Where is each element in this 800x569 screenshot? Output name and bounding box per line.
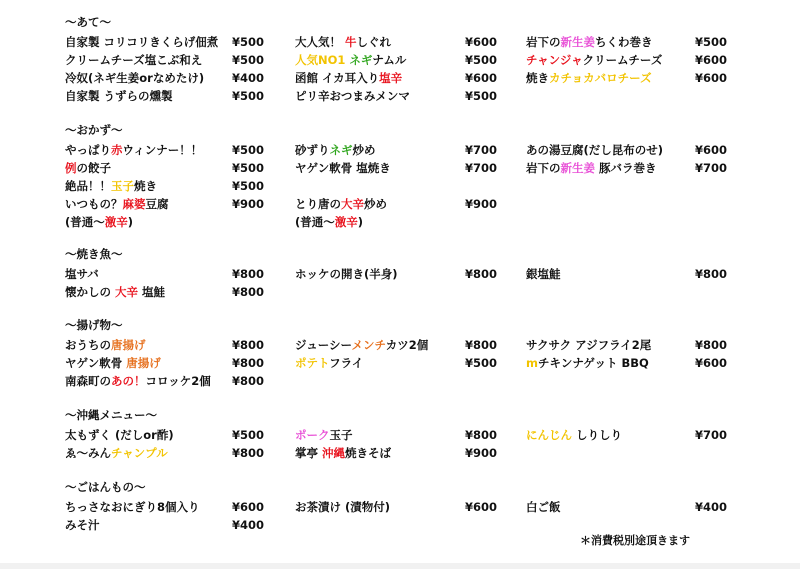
menu-item-name bbox=[65, 179, 157, 193]
menu-item-price: ¥800 bbox=[695, 338, 728, 352]
menu-item-text: 大辛 bbox=[341, 197, 364, 211]
menu-item-price: ¥600 bbox=[465, 35, 498, 49]
menu-item-price: ¥500 bbox=[232, 89, 265, 103]
menu-item-price: ¥500 bbox=[232, 428, 265, 442]
menu-item-price: ¥600 bbox=[232, 500, 265, 514]
menu-item-text: しぐれ bbox=[356, 35, 392, 49]
menu-item-price: ¥800 bbox=[232, 446, 265, 460]
menu-item-text: サクサク アジフライ2尾 bbox=[526, 338, 652, 352]
menu-item-name bbox=[65, 215, 133, 229]
menu-item-text: 白ご飯 bbox=[526, 500, 561, 514]
menu-item-text: 炒め bbox=[352, 143, 376, 157]
menu-item-price: ¥700 bbox=[465, 161, 498, 175]
menu-item-name bbox=[65, 35, 218, 49]
menu-item-price: ¥600 bbox=[465, 71, 498, 85]
menu-item-price: ¥800 bbox=[465, 428, 498, 442]
menu-item-name bbox=[526, 53, 662, 67]
menu-item-name bbox=[65, 197, 169, 211]
menu-item-name bbox=[65, 356, 161, 370]
section-heading: ～焼き魚～ bbox=[65, 247, 123, 261]
menu-item-text: 岩下の bbox=[526, 161, 561, 175]
menu-item-price: ¥500 bbox=[232, 179, 265, 193]
menu-item-price: ¥600 bbox=[695, 71, 728, 85]
menu-item-text: 砂ずり bbox=[295, 143, 330, 157]
menu-item-name bbox=[295, 356, 363, 370]
menu-item-text: ヤゲン軟骨 塩焼き bbox=[295, 161, 391, 175]
menu-item-text: あの！ bbox=[111, 374, 146, 388]
menu-item-name bbox=[526, 161, 657, 175]
menu-item-name bbox=[526, 356, 649, 370]
menu-item-text: コロッケ2個 bbox=[145, 374, 211, 388]
menu-item-text: 大辛 bbox=[115, 285, 139, 299]
menu-item-text: 焼き bbox=[526, 71, 549, 85]
menu-item-text: フライ bbox=[329, 356, 364, 370]
menu-item-text: 太もずく (だしor酢) bbox=[65, 428, 174, 442]
menu-item-text: ネギ bbox=[329, 143, 353, 157]
menu-item-text: 新生姜 bbox=[560, 161, 595, 175]
menu-item-text: ちっさなおにぎり8個入り bbox=[65, 500, 200, 514]
menu-item-text: おうちの bbox=[65, 338, 111, 352]
menu-item-text: ) bbox=[357, 215, 364, 229]
menu-item-name bbox=[65, 338, 146, 352]
menu-item-name bbox=[295, 53, 406, 67]
menu-item-name bbox=[65, 446, 168, 460]
menu-item-text: あの湯豆腐(だし昆布のせ) bbox=[526, 143, 664, 157]
menu-item-price: ¥500 bbox=[465, 53, 498, 67]
menu-item-name bbox=[295, 446, 391, 460]
menu-item-text: 赤 bbox=[111, 143, 123, 157]
menu-item-text: カツ2個 bbox=[385, 338, 429, 352]
menu-item-price: ¥500 bbox=[232, 53, 265, 67]
menu-item-price: ¥400 bbox=[232, 518, 265, 532]
menu-item-price: ¥500 bbox=[232, 143, 265, 157]
menu-item-text: 冷奴(ネギ生姜orなめたけ) bbox=[65, 71, 205, 85]
menu-item-name bbox=[295, 161, 391, 175]
menu-item-text: 函館 イカ耳入り bbox=[295, 71, 380, 85]
menu-item-price: ¥500 bbox=[465, 89, 498, 103]
menu-item-price: ¥900 bbox=[232, 197, 265, 211]
menu-item-name bbox=[526, 71, 652, 85]
menu-item-price: ¥900 bbox=[465, 197, 498, 211]
menu-item-text: 自家製 コリコリきくらげ佃煮 bbox=[65, 35, 219, 49]
menu-item-text: 麻婆 bbox=[122, 197, 146, 211]
menu-item-text: ポーク bbox=[295, 428, 330, 442]
menu-item-price: ¥700 bbox=[465, 143, 498, 157]
menu-item-name bbox=[65, 161, 111, 175]
menu-item-price: ¥500 bbox=[695, 35, 728, 49]
menu-item-text: ジューシー bbox=[295, 338, 352, 352]
menu-item-text: 豚バラ巻き bbox=[595, 161, 657, 175]
menu-item-text: とり唐の bbox=[295, 197, 341, 211]
menu-item-text: にんじん bbox=[526, 428, 572, 442]
menu-item-text: 懐かしの bbox=[65, 285, 116, 299]
menu-item-text: ネギ bbox=[349, 53, 373, 67]
menu-item-price: ¥800 bbox=[232, 267, 265, 281]
menu-item-text: ピリ辛おつまみメンマ bbox=[295, 89, 410, 103]
menu-item-price: ¥800 bbox=[465, 267, 498, 281]
section-heading: ～あて～ bbox=[65, 15, 111, 29]
menu-item-text: 南森町の bbox=[65, 374, 111, 388]
menu-item-price: ¥800 bbox=[232, 338, 265, 352]
menu-item-price: ¥800 bbox=[465, 338, 498, 352]
menu-item-price: ¥500 bbox=[232, 35, 265, 49]
menu-item-text: 掌亭 bbox=[295, 446, 323, 460]
menu-item-name bbox=[295, 89, 410, 103]
menu-item-price: ¥800 bbox=[232, 285, 265, 299]
menu-item-price: ¥500 bbox=[232, 161, 265, 175]
menu-item-name bbox=[65, 267, 99, 281]
menu-item-name bbox=[65, 89, 173, 103]
menu-item-text: 例 bbox=[65, 161, 77, 175]
menu-item-text: ヤゲン軟骨 bbox=[65, 356, 127, 370]
menu-item-name bbox=[65, 518, 100, 532]
menu-item-text: しりしり bbox=[572, 428, 623, 442]
menu-item-price: ¥600 bbox=[695, 356, 728, 370]
menu-item-text: ホッケの開き(半身) bbox=[295, 267, 398, 281]
menu-item-text: 豆腐 bbox=[145, 197, 169, 211]
menu-item-price: ¥600 bbox=[465, 500, 498, 514]
menu-item-name bbox=[295, 338, 428, 352]
menu-item-name bbox=[295, 215, 363, 229]
menu-item-text: メンチ bbox=[351, 338, 386, 352]
menu-item-text: 人気NO1 bbox=[295, 53, 350, 67]
menu-item-price: ¥700 bbox=[695, 428, 728, 442]
menu-item-price: ¥900 bbox=[465, 446, 498, 460]
menu-item-name bbox=[65, 53, 202, 67]
menu-item-text: ゑ～みん bbox=[65, 446, 111, 460]
menu-item-price: ¥800 bbox=[232, 356, 265, 370]
section-heading: ～おかず～ bbox=[65, 123, 123, 137]
menu-item-text: 唐揚げ bbox=[126, 356, 161, 370]
menu-item-text: 沖縄 bbox=[322, 446, 346, 460]
menu-item-name bbox=[65, 428, 174, 442]
section-heading: ～ごはんもの～ bbox=[65, 480, 146, 494]
menu-item-text: ポテト bbox=[295, 356, 330, 370]
menu-item-name bbox=[526, 35, 653, 49]
menu-item-text: 激辛 bbox=[104, 215, 128, 229]
menu-item-text: 銀塩鮭 bbox=[526, 267, 561, 281]
menu-item-name bbox=[65, 285, 165, 299]
menu-item-price: ¥800 bbox=[232, 374, 265, 388]
menu-item-name bbox=[295, 267, 398, 281]
menu-item-text: ナムル bbox=[372, 53, 407, 67]
menu-item-name bbox=[295, 71, 402, 85]
menu-item-text: 岩下の bbox=[526, 35, 561, 49]
menu-item-text: 玉子 bbox=[111, 179, 134, 193]
menu-item-text: クリームチーズ bbox=[582, 53, 663, 67]
menu-item-name bbox=[526, 500, 561, 514]
menu-item-text: カチョカバロチーズ bbox=[549, 71, 652, 85]
menu-item-text: チャンプル bbox=[111, 446, 168, 460]
menu-item-text: 焼きそば bbox=[345, 446, 392, 460]
menu-item-text: 塩辛 bbox=[379, 71, 403, 85]
menu-item-name bbox=[65, 374, 211, 388]
menu-item-name bbox=[526, 143, 663, 157]
menu-item-text: チャンジャ bbox=[526, 53, 583, 67]
menu-item-text: 大人気！ bbox=[295, 35, 346, 49]
menu-item-text: ウィンナー！！ bbox=[122, 143, 203, 157]
section-heading: ～揚げ物～ bbox=[65, 318, 123, 332]
menu-item-price: ¥600 bbox=[695, 53, 728, 67]
menu-item-text: (普通～ bbox=[65, 215, 105, 229]
menu-item-text: 焼き bbox=[134, 179, 157, 193]
section-heading: ～沖縄メニュー～ bbox=[65, 408, 157, 422]
menu-item-price: ¥500 bbox=[465, 356, 498, 370]
menu-item-text: クリームチーズ塩こぶ和え bbox=[65, 53, 203, 67]
menu-item-text: (普通～ bbox=[295, 215, 335, 229]
menu-item-name bbox=[65, 143, 202, 157]
menu-item-price: ¥800 bbox=[695, 267, 728, 281]
menu-item-price: ¥400 bbox=[695, 500, 728, 514]
menu-item-text: ) bbox=[127, 215, 134, 229]
menu-item-text: 塩サバ bbox=[65, 267, 99, 281]
tax-note: ＊消費税別途頂きます bbox=[580, 534, 690, 547]
menu-item-text: いつもの？ bbox=[65, 197, 123, 211]
menu-item-text: みそ汁 bbox=[65, 518, 100, 532]
menu-item-text: チキンナゲット BBQ bbox=[537, 356, 649, 370]
menu-item-text: 玉子 bbox=[329, 428, 353, 442]
page-bottom-edge bbox=[0, 563, 800, 569]
menu-item-text: 塩鮭 bbox=[138, 285, 166, 299]
menu-item-name bbox=[526, 428, 622, 442]
menu-item-text: 牛 bbox=[345, 35, 357, 49]
menu-item-text: 自家製 うずらの燻製 bbox=[65, 89, 173, 103]
menu-item-text: 新生姜 bbox=[560, 35, 595, 49]
menu-item-name bbox=[526, 267, 561, 281]
menu-item-name bbox=[65, 71, 204, 85]
menu-item-text: 絶品！！ bbox=[65, 179, 111, 193]
menu-item-price: ¥600 bbox=[695, 143, 728, 157]
menu-item-price: ¥700 bbox=[695, 161, 728, 175]
menu-item-text: 激辛 bbox=[334, 215, 358, 229]
menu-item-text: 唐揚げ bbox=[111, 338, 146, 352]
menu-item-text: ちくわ巻き bbox=[595, 35, 653, 49]
menu-item-text: m bbox=[526, 356, 538, 370]
menu-item-text: の餃子 bbox=[76, 161, 111, 175]
menu-item-text: やっぱり bbox=[65, 143, 111, 157]
menu-item-price: ¥400 bbox=[232, 71, 265, 85]
menu-item-name bbox=[65, 500, 200, 514]
menu-item-text: 炒め bbox=[364, 197, 387, 211]
menu-item-name bbox=[295, 428, 353, 442]
menu-item-name bbox=[295, 35, 391, 49]
menu-item-name bbox=[295, 500, 390, 514]
menu-item-text: お茶漬け (漬物付) bbox=[295, 500, 391, 514]
menu-item-name bbox=[295, 197, 387, 211]
menu-item-name bbox=[526, 338, 651, 352]
menu-item-name bbox=[295, 143, 376, 157]
